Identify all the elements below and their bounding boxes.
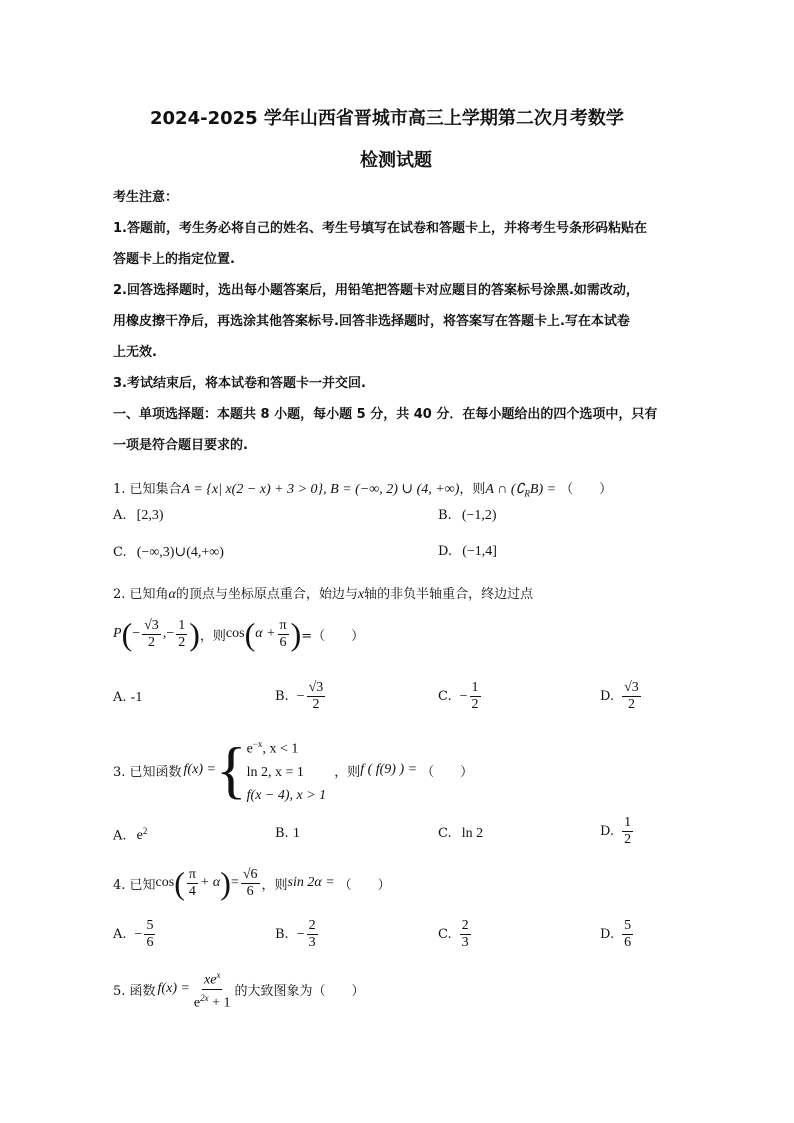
q1-paren: （ ）	[560, 482, 613, 497]
page-title: 2024-2025 学年山西省晋城市高三上学期第二次月考数学	[150, 108, 624, 129]
q1-mid: ，则	[459, 482, 486, 497]
q1-prefix: 1. 已知集合	[113, 482, 182, 497]
section-heading: 一、单项选择题：本题共 8 小题，每小题 5 分，共 40 分．在每小题给出的四个选项中，只有	[113, 407, 658, 422]
note-line: 答题卡上的指定位置.	[113, 252, 235, 267]
section-heading: 一项是符合题目要求的.	[113, 438, 248, 453]
note-line: 用橡皮擦干净后，再选涂其他答案标号.回答非选择题时，将答案写在答题卡上.写在本试卷	[113, 314, 630, 329]
q3-option-a: A. $e^2$	[113, 826, 148, 844]
q1-option-d: D. (−1,4]	[438, 544, 497, 559]
q1-option-a: A. [2,3)	[113, 508, 164, 523]
notice-header: 考生注意：	[113, 190, 179, 205]
q1-expr2: B) =	[529, 482, 557, 497]
q4-option-c: C. $\frac{2}{3}$	[438, 918, 469, 950]
q4-option-a: A. − $\frac{5}{6}$	[113, 918, 154, 950]
note-line: 2.回答选择题时，选出每小题答案后，用铅笔把答题卡对应题目的答案标号涂黑.如需改动，	[113, 283, 639, 298]
question-2: 2. 已知角α的顶点与坐标原点重合，始边与x轴的非负半轴重合，终边过点	[113, 587, 534, 602]
q3-option-d: D. $\frac{1}{2}$	[600, 815, 632, 847]
question-1	[113, 478, 612, 499]
q1-set-a: A = {x| x(2 − x) + 3 > 0}	[181, 482, 324, 497]
question-4: 4. 已知 cos ( $\frac{\pi}{4}$ + α ) = $\frac{√6}{6}$ ，则 sin 2α = （ ）	[113, 865, 391, 901]
q4-option-b: B. − $\frac{2}{3}$	[275, 918, 316, 950]
q1-option-b: B. (−1,2)	[438, 508, 497, 523]
note-line: 1.答题前，考生务必将自己的姓名、考生号填写在试卷和答题卡上，并将考生号条形码粘贴在	[113, 221, 647, 236]
q1-sub: R	[524, 488, 530, 499]
question-3: 3. 已知函数 f(x) = { $e^{-x}$, x < 1 ln 2, x = 1 f(x − 4), x > 1 ，则 f ( f(9) ) = （ ）	[113, 734, 474, 805]
q4-option-d: D. $\frac{5}{6}$	[600, 918, 632, 950]
question-5: 5. 函数 f(x) = $\frac{xe^x}{e^{2x} + 1}$ 的大致图象为（ ）	[113, 968, 365, 1010]
q1-expr: A ∩ (∁	[485, 482, 525, 497]
q3-option-c: C. ln 2	[438, 826, 484, 841]
q2-option-d: D. $\frac{√3}{2}$	[600, 680, 639, 712]
q2-option-c: C. − $\frac{1}{2}$	[438, 680, 479, 712]
q2-option-b: B. − $\frac{√3}{2}$	[275, 680, 324, 712]
note-line: 上无效.	[113, 345, 157, 360]
q1-set-b: , B = (−∞, 2) ∪ (4, +∞)	[323, 482, 460, 497]
note-line: 3.考试结束后，将本试卷和答题卡一并交回.	[113, 376, 366, 391]
q1-option-c: C. (−∞,3)∪(4,+∞)	[113, 545, 224, 560]
q2-point-line: P ( − $\frac{√3}{2}$ , − $\frac{1}{2}$ ) ，则 cos ( α + $\frac{\pi}{6}$ ) =（ ）	[113, 616, 365, 652]
page-subtitle: 检测试题	[360, 150, 432, 171]
q3-option-b: B. 1	[275, 826, 300, 841]
q2-option-a: A. -1	[113, 690, 143, 705]
